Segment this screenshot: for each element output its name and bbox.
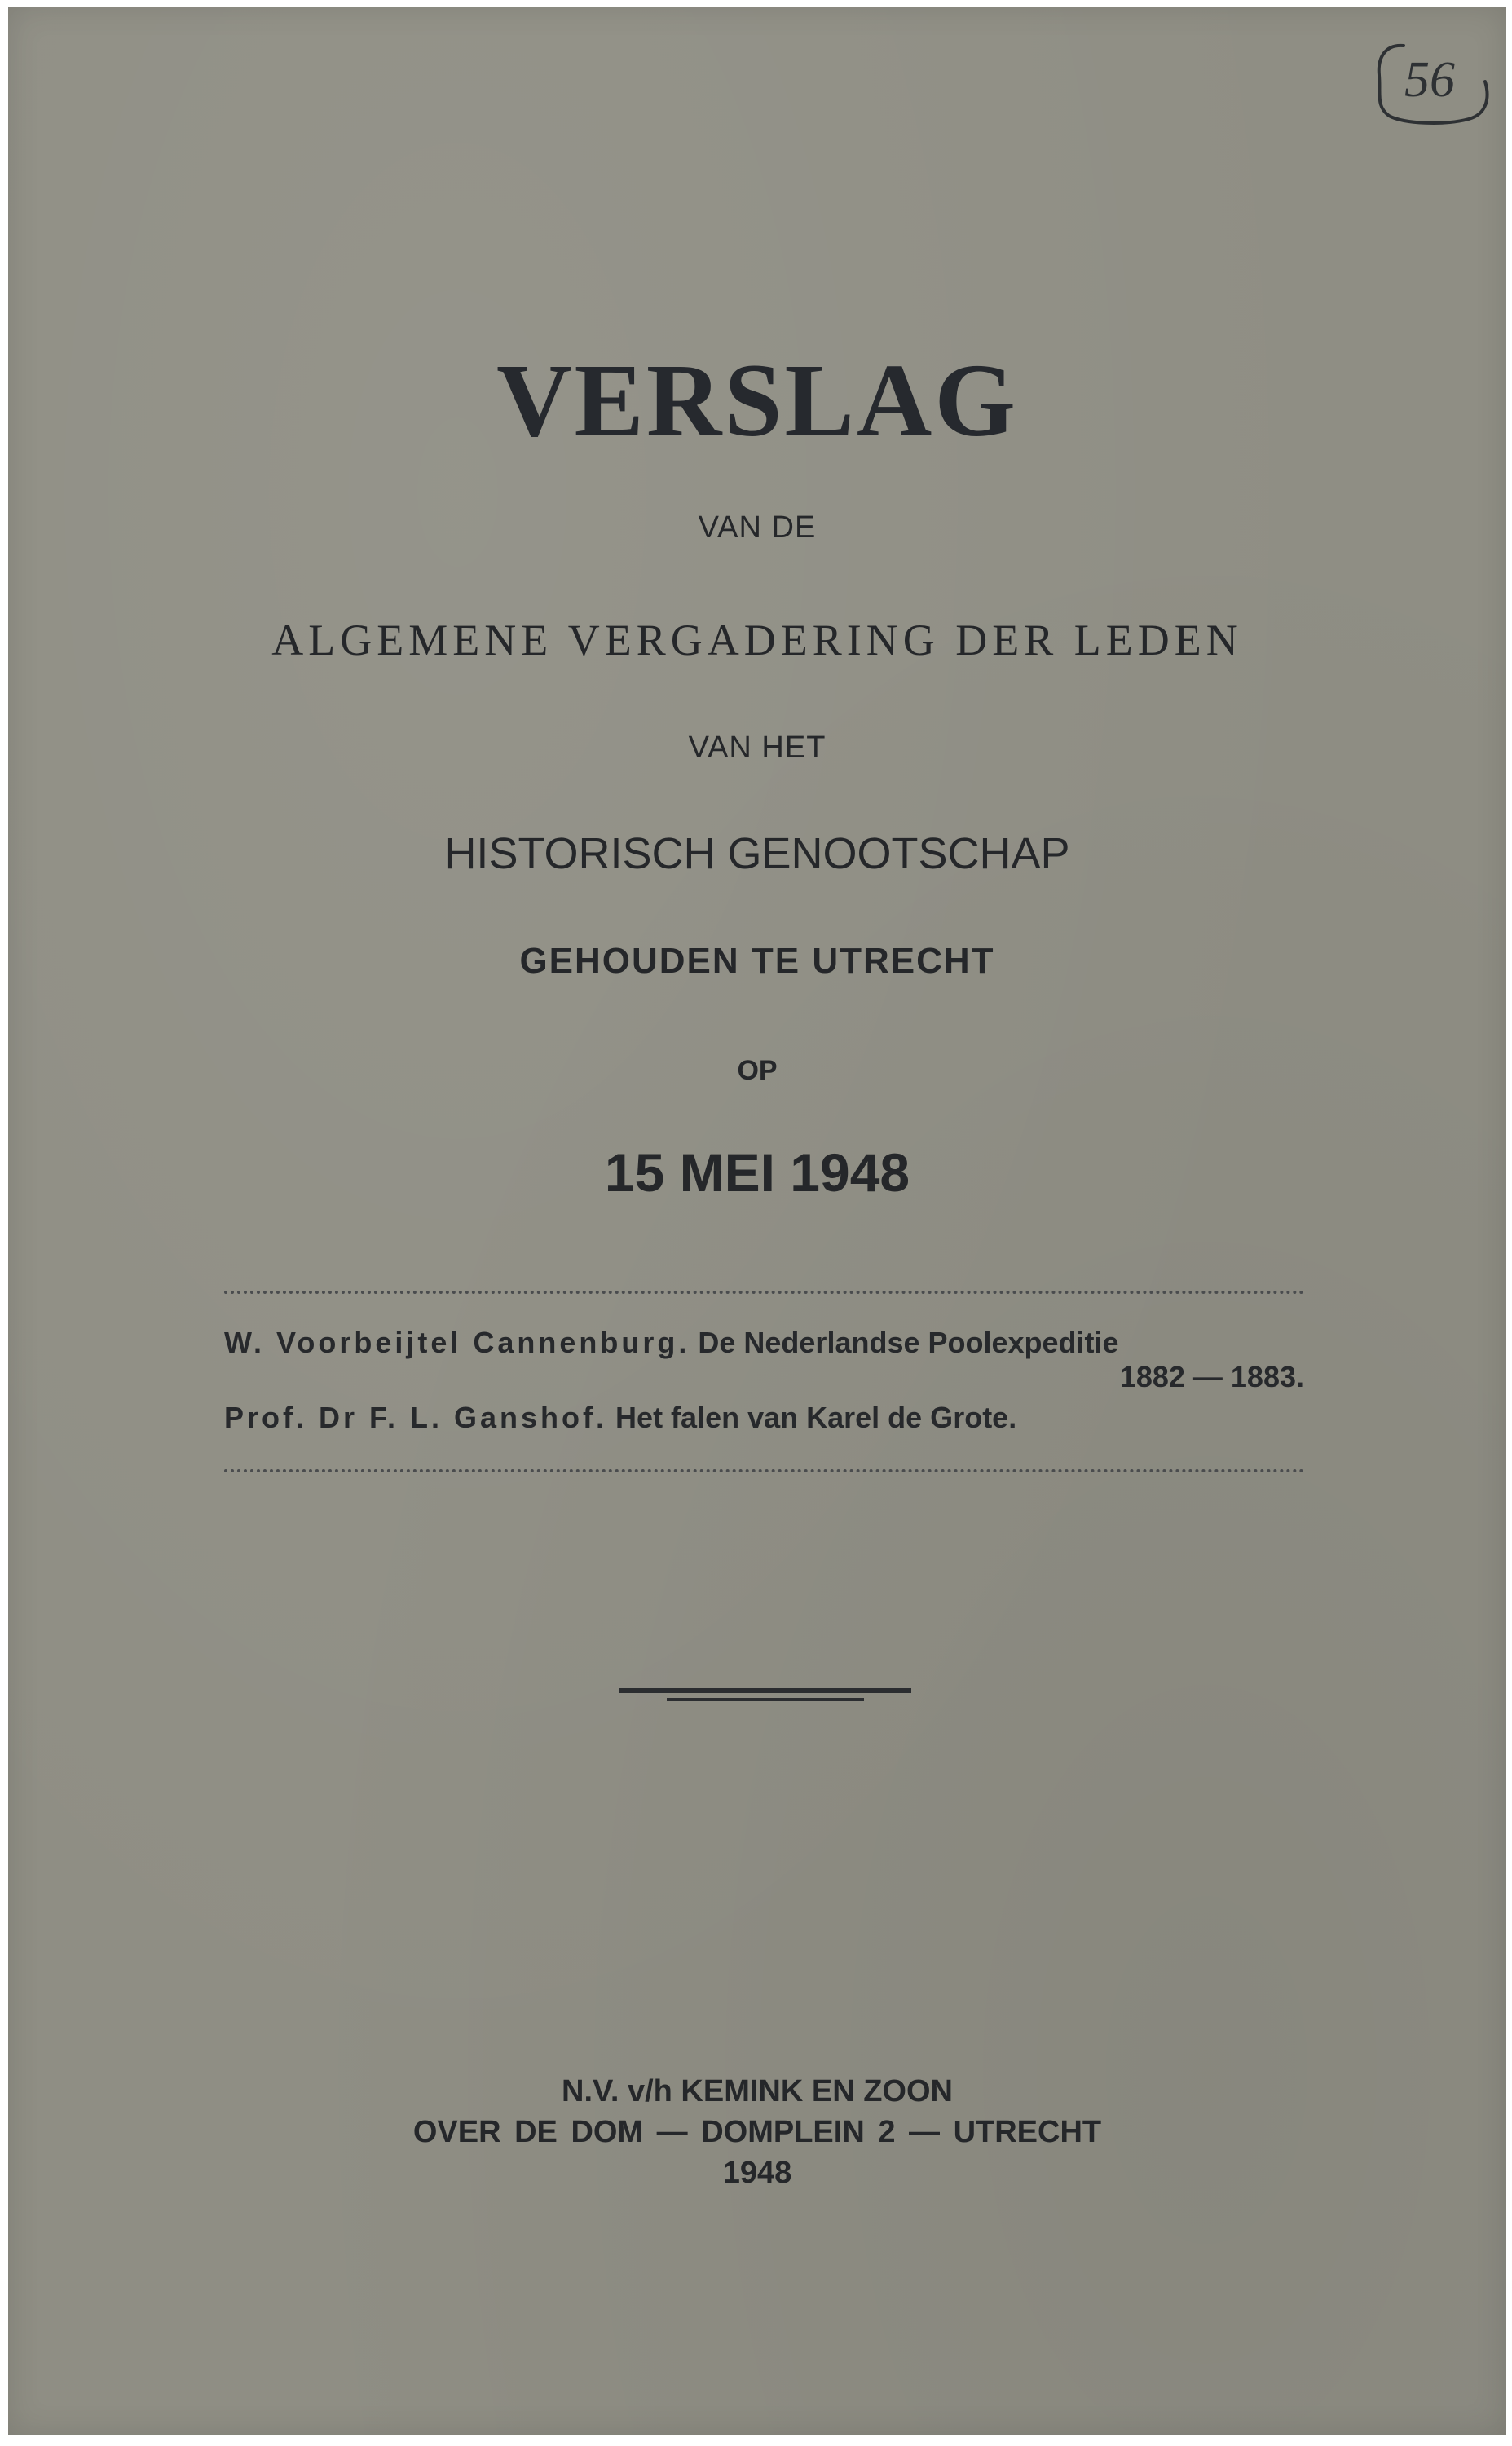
meeting-location: GEHOUDEN TE UTRECHT <box>519 941 995 981</box>
handwritten-number-annotation <box>1371 39 1493 135</box>
contents-entry-2 <box>224 1401 1304 1435</box>
dotted-divider-bottom <box>224 1469 1304 1472</box>
contents-entry-1-author: W. Voorbeijtel Cannenburg. <box>224 1326 690 1359</box>
subtitle-van-de: VAN DE <box>698 510 817 545</box>
ornamental-rule-bottom <box>667 1698 864 1701</box>
ornamental-rule-top <box>619 1688 911 1693</box>
subtitle-op: OP <box>737 1055 778 1086</box>
publisher-name: N.V. v/h KEMINK EN ZOON <box>562 2074 953 2108</box>
cover-title: VERSLAG <box>496 342 1018 458</box>
society-name: HISTORISCH GENOOTSCHAP <box>444 829 1070 878</box>
meeting-date: 15 MEI 1948 <box>604 1142 910 1203</box>
publication-year: 1948 <box>722 2156 792 2190</box>
contents-entry-2-author: Prof. Dr F. L. Ganshof. <box>224 1401 608 1434</box>
subtitle-van-het: VAN HET <box>688 731 827 765</box>
subtitle-algemene-vergadering: ALGEMENE VERGADERING DER LEDEN <box>271 616 1243 664</box>
contents-entry-2-title: Het falen van Karel de Grote. <box>615 1401 1017 1434</box>
dotted-divider-top <box>224 1291 1304 1294</box>
contents-entry-1 <box>224 1326 1304 1360</box>
publisher-address: OVER DE DOM — DOMPLEIN 2 — UTRECHT <box>412 2115 1102 2149</box>
book-cover <box>8 7 1506 2435</box>
handwritten-number-text: 56 <box>1404 52 1455 108</box>
contents-entry-1-years: 1882 — 1883. <box>1119 1360 1304 1393</box>
contents-entry-1-title: De Nederlandse Poolexpeditie <box>698 1326 1119 1359</box>
